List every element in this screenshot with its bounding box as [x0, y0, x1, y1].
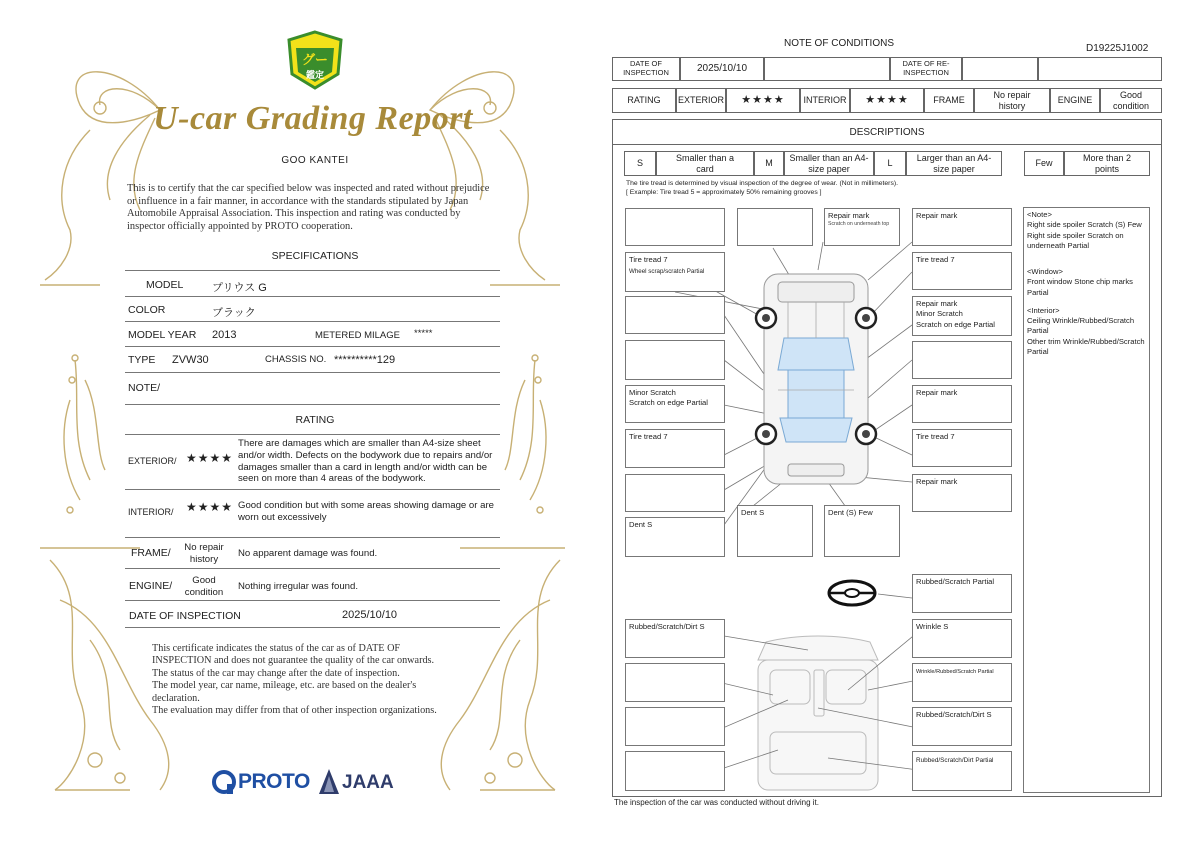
disclaimer-line: declaration. [152, 692, 200, 704]
exterior-stars: ★★★★ [186, 451, 234, 465]
description-box: Wrinkle S [912, 619, 1012, 658]
divider [125, 600, 500, 601]
description-box: Dent S [625, 517, 725, 557]
color-value: ブラック [212, 307, 256, 319]
description-box [737, 208, 813, 246]
type-label: TYPE [128, 354, 156, 366]
legend-l-label: L [874, 151, 906, 176]
engine-value: Good condition [184, 575, 224, 598]
box-text: Repair mark [828, 211, 870, 220]
description-box [824, 208, 900, 246]
legend-m-text: Smaller than an A4-size paper [784, 151, 874, 176]
engine-label: ENGINE/ [129, 580, 173, 592]
divider [125, 404, 500, 405]
footer-note: The inspection of the car was conducted without driving it. [614, 798, 819, 807]
description-box [625, 751, 725, 791]
rating-label: RATING [612, 88, 676, 113]
description-box: Rubbed/Scratch/Dirt S [625, 619, 725, 658]
disclaimer-line: The model year, car name, mileage, etc. are based on the dealer's [152, 680, 417, 692]
box-text: Minor Scratch [629, 388, 676, 397]
description-box [625, 252, 725, 292]
interior-line: Ceiling Wrinkle/Rubbed/Scratch Partial [1027, 316, 1135, 336]
frame-description: No apparent damage was found. [238, 548, 378, 559]
description-box: Wrinkle/Rubbed/Scratch Partial [912, 663, 1012, 702]
certificate-title: U-car Grading Report [153, 100, 473, 137]
leader-line [878, 590, 914, 602]
legend-l-text: Larger than an A4-size paper [906, 151, 1002, 176]
document-id: D19225J1002 [1086, 43, 1149, 54]
description-box: Tire tread 7 [625, 429, 725, 468]
mileage-value: ***** [414, 328, 433, 339]
descriptions-heading: DESCRIPTIONS [612, 119, 1162, 145]
legend-s-label: S [624, 151, 656, 176]
model-year-value: 2013 [212, 329, 237, 341]
description-box [625, 707, 725, 746]
svg-text:鑑定: 鑑定 [305, 71, 325, 81]
description-box: Rubbed/Scratch/Dirt S [912, 707, 1012, 746]
frame-label: FRAME [924, 88, 974, 113]
date-of-reinspection-label: DATE OF RE-INSPECTION [890, 57, 962, 81]
date-of-inspection-value: 2025/10/10 [342, 609, 398, 621]
model-year-label: MODEL YEAR [128, 329, 197, 341]
proto-logo-icon [212, 770, 236, 796]
engine-label: ENGINE [1050, 88, 1100, 113]
description-box [912, 341, 1012, 379]
proto-logo-text: PROTO [238, 770, 310, 793]
divider [125, 434, 500, 435]
divider [125, 568, 500, 569]
goo-kantei-badge-icon [286, 30, 344, 92]
exterior-label: EXTERIOR/ [128, 456, 177, 466]
disclaimer-line: The status of the car may change after the date of inspection. [152, 667, 400, 679]
interior-stars: ★★★★ [850, 88, 924, 113]
certificate-intro: This is to certify that the car specified below was inspected and rated without prejudice or influence in a fair manner, in accordance with the standards stipulated by Japan Automobile Appraisal Association. This inspection and rating was conducted by inspector officially appointed by PROTO cooperation. [127, 183, 490, 232]
disclaimer-line: This certificate indicates the status of the car as of DATE OF [152, 643, 401, 654]
description-box: Rubbed/Scratch Partial [912, 574, 1012, 613]
interior-label: INTERIOR [800, 88, 850, 113]
description-box: Repair mark [912, 474, 1012, 512]
notes-panel [1023, 207, 1150, 793]
divider [125, 296, 500, 297]
tire-note: The tire tread is determined by visual inspection of the degree of wear. (Not in millimeters). [626, 180, 898, 187]
frame-label: FRAME/ [131, 547, 171, 559]
empty-cell [764, 57, 890, 81]
interior-description: Good condition but with some areas showing damage or are worn out excessively [238, 500, 494, 523]
steering-wheel-icon [826, 578, 878, 608]
note-line: Right side spoiler Scratch on underneath Partial [1027, 230, 1124, 250]
divider [125, 627, 500, 628]
note-line: Right side spoiler Scratch (S) Few [1027, 220, 1142, 230]
divider [125, 321, 500, 322]
disclaimer-line: INSPECTION and does not guarantee the quality of the car onwards. [152, 655, 435, 667]
note-of-conditions [608, 0, 1168, 848]
tire-note-example: [ Example: Tire tread 5 = approximately 50% remaining grooves ] [626, 189, 822, 196]
description-box [912, 296, 1012, 336]
frame-value: No repair history [184, 542, 224, 565]
description-box [625, 340, 725, 380]
color-label: COLOR [128, 304, 166, 316]
description-box: Rubbed/Scratch/Dirt Partial [912, 751, 1012, 791]
engine-value: Good condition [1100, 88, 1162, 113]
note-label: NOTE/ [128, 382, 161, 394]
date-of-inspection-label: DATE OF INSPECTION [129, 610, 241, 622]
legend-s-text: Smaller than a card [656, 151, 754, 176]
engine-description: Nothing irregular was found. [238, 581, 358, 592]
legend-few-label: Few [1024, 151, 1064, 176]
rating-heading: RATING [295, 414, 335, 426]
conditions-title: NOTE OF CONDITIONS [784, 38, 894, 49]
divider [125, 270, 500, 271]
description-box: Tire tread 7 [912, 429, 1012, 467]
interior-line: Other trim Wrinkle/Rubbed/Scratch Partial [1027, 336, 1145, 356]
window-header: <Window> [1027, 267, 1063, 276]
specifications-heading: SPECIFICATIONS [271, 250, 359, 262]
box-text: Scratch on edge Partial [916, 319, 995, 329]
disclaimer-line: The evaluation may differ from that of other inspection organizations. [152, 705, 437, 717]
empty-cell [1038, 57, 1162, 81]
window-line: Front window Stone chip marks Partial [1027, 277, 1133, 297]
description-box: Dent (S) Few [824, 505, 900, 557]
model-value: プリウス G [212, 282, 267, 294]
date-of-inspection-value: 2025/10/10 [680, 57, 764, 81]
description-box [625, 474, 725, 512]
note-header: <Note> [1027, 210, 1052, 219]
model-label: MODEL [146, 279, 184, 291]
box-text: Scratch on edge Partial [629, 398, 708, 408]
jaaa-logo-text: JAAA [342, 772, 394, 793]
car-interior-diagram [718, 620, 918, 800]
box-text: Minor Scratch [916, 309, 963, 319]
exterior-label: EXTERIOR [676, 88, 726, 113]
legend-m-label: M [754, 151, 784, 176]
description-box [625, 663, 725, 702]
legend-few-text: More than 2 points [1064, 151, 1150, 176]
disclaimer [152, 643, 482, 717]
box-text: Scratch on underneath top [828, 221, 890, 228]
type-value: ZVW30 [172, 354, 209, 366]
interior-header: <Interior> [1027, 305, 1060, 315]
frame-value: No repair history [974, 88, 1050, 113]
date-of-reinspection-value [962, 57, 1038, 81]
description-box [625, 385, 725, 423]
chassis-label: CHASSIS NO. [265, 354, 327, 365]
svg-text:グー: グー [301, 53, 329, 68]
box-text: Wheel scrap/scratch Partial [629, 268, 705, 276]
certificate-subtitle: GOO KANTEI [281, 155, 349, 166]
jaaa-logo-icon [318, 768, 340, 796]
description-box: Repair mark [912, 385, 1012, 423]
interior-label: INTERIOR/ [128, 507, 174, 517]
description-box: Tire tread 7 [912, 252, 1012, 290]
chassis-value: **********129 [334, 354, 396, 366]
description-box: Repair mark [912, 208, 1012, 246]
description-box [625, 296, 725, 334]
box-text: Tire tread 7 [629, 255, 668, 264]
divider [125, 489, 500, 490]
description-box: Dent S [737, 505, 813, 557]
exterior-description: There are damages which are smaller than A4-size sheet and/or width. Defects on the bodywork due to repairs and/or damages smaller than a card in length and/or width can be seen on more than 4 areas of the bodywork. [238, 438, 493, 485]
divider [125, 346, 500, 347]
date-of-inspection-label: DATE OF INSPECTION [612, 57, 680, 81]
mileage-label: METERED MILAGE [315, 330, 400, 341]
description-box [625, 208, 725, 246]
interior-stars: ★★★★ [186, 500, 234, 514]
exterior-stars: ★★★★ [726, 88, 800, 113]
box-text: Repair mark [916, 299, 958, 308]
divider [125, 537, 500, 538]
divider [125, 372, 500, 373]
